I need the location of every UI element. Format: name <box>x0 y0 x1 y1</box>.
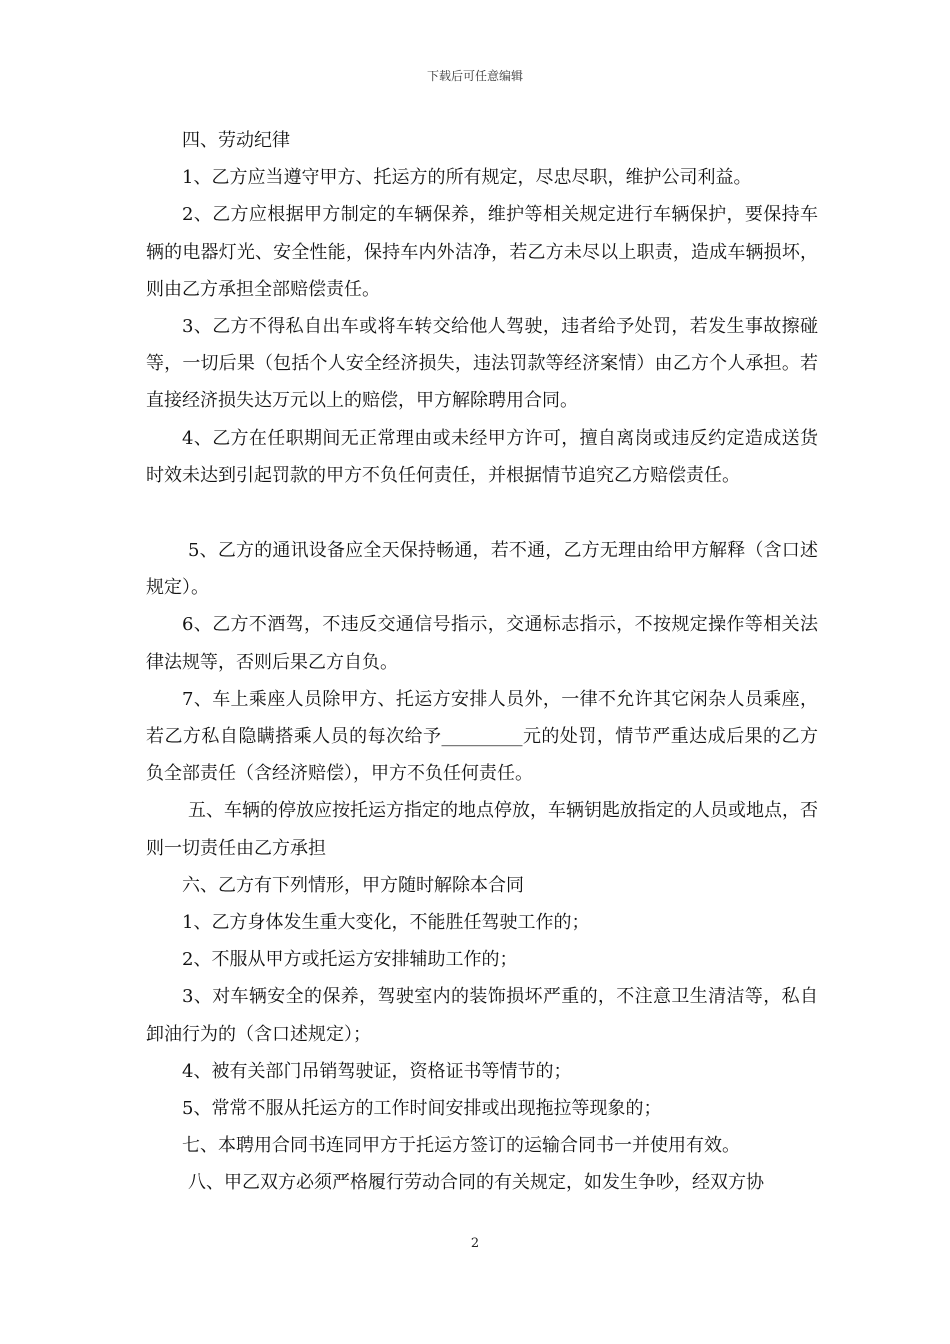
paragraph-gap <box>146 494 818 532</box>
section-seven-validity: 七、本聘用合同书连同甲方于托运方签订的运输合同书一并使用有效。 <box>182 1135 740 1157</box>
section-termination-conditions: 六、乙方有下列情形，甲方随时解除本合同 <box>182 874 524 896</box>
clause-6-1: 1、乙方身体发生重大变化，不能胜任驾驶工作的； <box>182 912 590 934</box>
document-body <box>146 122 818 1202</box>
clause-6-5: 5、常常不服从托运方的工作时间安排或出现拖拉等现象的； <box>182 1098 662 1120</box>
clause-6-4: 4、被有关部门吊销驾驶证，资格证书等情节的； <box>182 1060 572 1082</box>
clause-4-6: 6、乙方不酒驾，不违反交通信号指示，交通标志指示，不按规定操作等相关法律法规等，否则后果乙方自负。 <box>146 614 818 673</box>
clause-4-2: 2、乙方应根据甲方制定的车辆保养，维护等相关规定进行车辆保护，要保持车辆的电器灯光、安全性能，保持车内外洁净，若乙方未尽以上职责，造成车辆损坏，则由乙方承担全部赔偿责任。 <box>146 204 818 300</box>
page-header-note: 下载后可任意编辑 <box>426 69 523 83</box>
clause-4-7: 7、车上乘座人员除甲方、托运方安排人员外，一律不允许其它闲杂人员乘座，若乙方私自隐瞒搭乘人员的每次给予_________元的处罚，情节严重达成后果的乙方负全部责任（含经济赔偿），甲方不负任何责任。 <box>146 688 818 785</box>
page-number: 2 <box>470 1236 480 1251</box>
clause-4-1: 1、乙方应当遵守甲方、托运方的所有规定，尽忠尽职，维护公司利益。 <box>182 167 752 189</box>
clause-4-3: 3、乙方不得私自出车或将车转交给他人驾驶，违者给予处罚，若发生事故擦碰等，一切后果（包括个人安全经济损失，违法罚款等经济案情）由乙方个人承担。若直接经济损失达万元以上的赔偿，甲方解除聘用合同。 <box>146 316 818 412</box>
section-heading-labor-discipline: 四、劳动纪律 <box>182 130 290 151</box>
clause-6-2: 2、不服从甲方或托运方安排辅助工作的； <box>182 949 518 971</box>
clause-4-5: 5、乙方的通讯设备应全天保持畅通，若不通，乙方无理由给甲方解释（含口述规定）。 <box>146 540 818 599</box>
clause-6-3: 3、对车辆安全的保养，驾驶室内的装饰损坏严重的，不注意卫生清洁等，私自卸油行为的（含口述规定）； <box>146 986 818 1045</box>
clause-4-4: 4、乙方在任职期间无正常理由或未经甲方许可，擅自离岗或违反约定造成送货时效未达到引起罚款的甲方不负任何责任，并根据情节追究乙方赔偿责任。 <box>146 427 818 486</box>
section-eight-disputes: 八、甲乙双方必须严格履行劳动合同的有关规定，如发生争吵，经双方协 <box>188 1172 764 1194</box>
section-vehicle-parking: 五、车辆的停放应按托运方指定的地点停放，车辆钥匙放指定的人员或地点，否则一切责任由乙方承担 <box>146 800 818 859</box>
